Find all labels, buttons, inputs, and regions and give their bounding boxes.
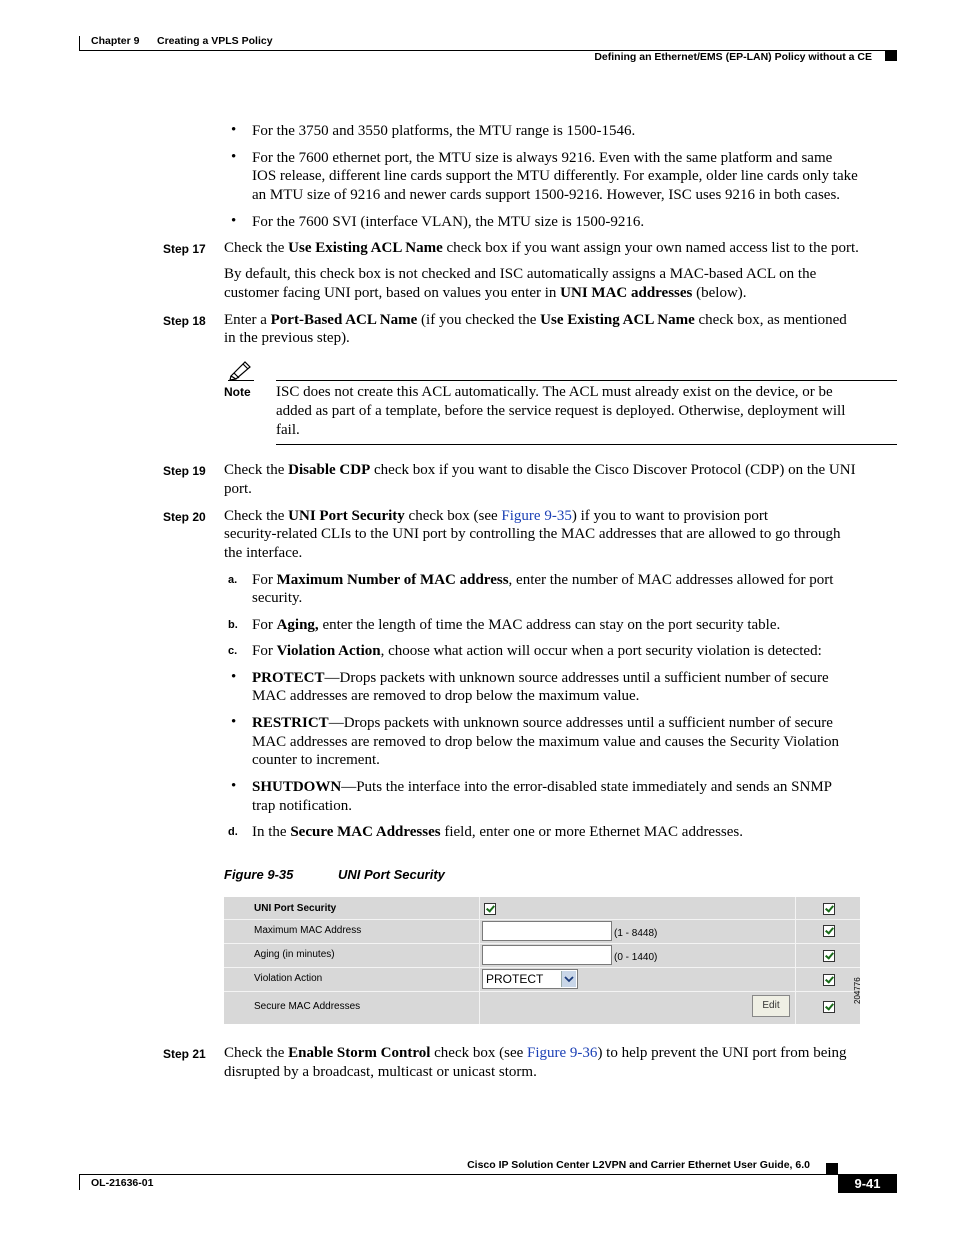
- ui-term: Violation Action: [276, 643, 381, 659]
- text-run: For: [252, 643, 277, 659]
- label-violation-action: Violation Action: [254, 973, 323, 984]
- restrict-line1: [252, 714, 833, 733]
- bullet-dot: •: [231, 213, 237, 229]
- secure-mac-editable-checkbox[interactable]: [823, 1001, 835, 1013]
- violation-action-editable-checkbox[interactable]: [823, 974, 835, 986]
- bullet-dot: •: [231, 669, 237, 685]
- substep-b-label: b.: [228, 619, 238, 631]
- step-19-line1: [224, 461, 856, 480]
- substep-c-label: c.: [228, 645, 238, 657]
- cell-value: [479, 943, 796, 967]
- text-run: For: [252, 572, 277, 588]
- step-17-para2-line2: [224, 284, 747, 303]
- text-run: —Puts the interface into the error-disabled state immediately and sends an SNMP: [341, 779, 833, 795]
- label-aging: Aging (in minutes): [254, 949, 335, 960]
- ui-term: Use Existing ACL Name: [540, 312, 695, 328]
- substep-d-line1: [252, 823, 743, 842]
- figure-9-35-link[interactable]: Figure 9-35: [501, 508, 572, 524]
- ui-term: UNI MAC addresses: [560, 285, 693, 301]
- text-run: —Drops packets with unknown source addresses until a sufficient number of secure: [328, 715, 833, 731]
- ui-term: Port-Based ACL Name: [270, 312, 418, 328]
- text-run: Check the: [224, 240, 289, 256]
- note-line2: added as part of a template, before the service request is deployed. Otherwise, deployment will: [276, 403, 846, 419]
- bullet-dot: •: [231, 122, 237, 138]
- step-18-label: Step 18: [163, 314, 206, 328]
- step-20-line3: the interface.: [224, 545, 303, 561]
- note-top-rule: [276, 380, 897, 381]
- footer-rule: [79, 1174, 897, 1175]
- text-run: check box if you want assign your own named access list to the port.: [442, 240, 859, 256]
- header-section-title: Defining an Ethernet/EMS (EP-LAN) Policy without a CE: [594, 51, 872, 63]
- ui-term: Use Existing ACL Name: [288, 240, 443, 256]
- step-17-text: [224, 239, 859, 258]
- step-21-line2: disrupted by a broadcast, multicast or unicast storm.: [224, 1064, 537, 1080]
- step-20-line1: [224, 507, 768, 526]
- figure-caption: UNI Port Security: [338, 867, 445, 882]
- uni-port-security-checkbox[interactable]: [484, 903, 496, 915]
- substep-a-line1: [252, 571, 833, 590]
- text-run: check box, as mentioned: [694, 312, 847, 328]
- maximum-mac-range: (1 - 8448): [614, 928, 658, 939]
- text-run: check box (see: [404, 508, 502, 524]
- pencil-icon: [228, 359, 254, 386]
- text-run: customer facing UNI port, based on values you enter in: [224, 285, 561, 301]
- bullet-mtu-7600-line3: an MTU size of 9216 and newer cards support 1500-9216. However, ISC uses 9216 in both cases.: [252, 187, 841, 203]
- shutdown-line1: [252, 778, 832, 797]
- ui-term: Disable CDP: [288, 462, 371, 478]
- ui-term: Maximum Number of MAC address: [276, 572, 509, 588]
- header-black-block: [885, 51, 897, 61]
- text-run: , enter the number of MAC addresses allowed for port: [508, 572, 834, 588]
- footer-doc-number: OL-21636-01: [91, 1177, 154, 1189]
- row-secure-mac-addresses: [224, 991, 860, 1024]
- text-run: check box (see: [430, 1045, 528, 1061]
- uni-port-security-editable-checkbox[interactable]: [823, 903, 835, 915]
- text-run: , choose what action will occur when a port security violation is detected:: [380, 643, 822, 659]
- protect-line2: MAC addresses are removed to drop below the maximum value.: [252, 688, 640, 704]
- footer-left-rule: [79, 1174, 80, 1190]
- bullet-mtu-7600-line2: IOS release, different line cards support the MTU differently. For example, older line cards only take: [252, 168, 858, 184]
- note-bottom-rule: [276, 444, 897, 445]
- step-20-line2: security-related CLIs to the UNI port by controlling the MAC addresses that are allowed to go through: [224, 526, 841, 542]
- footer-guide-title: Cisco IP Solution Center L2VPN and Carrier Ethernet User Guide, 6.0: [467, 1159, 810, 1171]
- step-21-line1: [224, 1044, 847, 1063]
- aging-range: (0 - 1440): [614, 952, 658, 963]
- substep-a-label: a.: [228, 574, 238, 586]
- restrict-line2: MAC addresses are removed to drop below the maximum value and causes the Security Violation: [252, 734, 840, 750]
- cell-editable: [795, 967, 861, 991]
- text-run: Enter a: [224, 312, 271, 328]
- text-run: ) if you to want to provision port: [571, 508, 769, 524]
- ui-term: UNI Port Security: [288, 508, 405, 524]
- note-line1: ISC does not create this ACL automatically. The ACL must already exist on the device, or be: [276, 384, 833, 400]
- cell-editable: [795, 919, 861, 943]
- substep-a-line2: security.: [252, 590, 303, 606]
- step-18-line2: in the previous step).: [224, 330, 350, 346]
- chevron-down-icon[interactable]: [561, 971, 576, 987]
- header-chapter: Chapter 9: [91, 35, 140, 47]
- restrict-line3: counter to increment.: [252, 752, 380, 768]
- ui-term: Aging,: [276, 617, 319, 633]
- header-chapter-title: Creating a VPLS Policy: [157, 35, 273, 47]
- bullet-dot: •: [231, 778, 237, 794]
- substep-b-line1: [252, 616, 780, 635]
- label-secure-mac-addresses: Secure MAC Addresses: [254, 1001, 361, 1012]
- text-run: ) to help prevent the UNI port from being: [597, 1045, 847, 1061]
- cell-value: [479, 967, 796, 991]
- text-run: Check the: [224, 508, 289, 524]
- maximum-mac-address-input[interactable]: [482, 921, 612, 941]
- step-17-label: Step 17: [163, 242, 206, 256]
- bullet-dot: •: [231, 149, 237, 165]
- row-maximum-mac-address: [224, 919, 860, 944]
- substep-d-label: d.: [228, 826, 238, 838]
- cell-value: [479, 897, 796, 919]
- cell-editable: [795, 897, 861, 919]
- row-aging: [224, 943, 860, 968]
- text-run: Check the: [224, 1045, 289, 1061]
- bullet-mtu-7600-line1: For the 7600 ethernet port, the MTU size is always 9216. Even with the same platform and same: [252, 150, 833, 166]
- maximum-mac-editable-checkbox[interactable]: [823, 925, 835, 937]
- footer-page-tab: [826, 1163, 838, 1174]
- ui-term: Enable Storm Control: [288, 1045, 431, 1061]
- step-19-line2: port.: [224, 481, 252, 497]
- step-21-label: Step 21: [163, 1047, 206, 1061]
- aging-editable-checkbox[interactable]: [823, 950, 835, 962]
- cell-value: [479, 991, 796, 1024]
- substep-c-line1: [252, 642, 822, 661]
- figure-number: Figure 9-35: [224, 867, 294, 882]
- protect-line1: [252, 669, 829, 688]
- text-run: Check the: [224, 462, 289, 478]
- text-run: —Drops packets with unknown source addresses until a sufficient number of secure: [324, 670, 829, 686]
- ui-term: Secure MAC Addresses: [290, 824, 441, 840]
- text-run: For: [252, 617, 277, 633]
- cell-editable: [795, 991, 861, 1024]
- text-run: enter the length of time the MAC address can stay on the port security table.: [318, 617, 781, 633]
- text-run: (if you checked the: [417, 312, 541, 328]
- figure-9-36-link[interactable]: Figure 9-36: [527, 1045, 598, 1061]
- ui-term: SHUTDOWN: [252, 779, 342, 795]
- text-run: field, enter one or more Ethernet MAC addresses.: [440, 824, 744, 840]
- shutdown-line2: trap notification.: [252, 798, 352, 814]
- text-run: (below).: [692, 285, 747, 301]
- violation-action-select[interactable]: [482, 969, 578, 989]
- text-run: check box if you want to disable the Cisco Discover Protocol (CDP) on the UNI: [370, 462, 856, 478]
- ui-term: RESTRICT: [252, 715, 329, 731]
- step-20-label: Step 20: [163, 510, 206, 524]
- bullet-mtu-3750: For the 3750 and 3550 platforms, the MTU range is 1500-1546.: [252, 123, 636, 139]
- figure-side-id: 204776: [853, 977, 862, 1004]
- uni-port-security-panel: [224, 897, 860, 1024]
- row-uni-port-security: [224, 897, 860, 920]
- cell-value: [479, 919, 796, 943]
- note-label: Note: [224, 385, 251, 399]
- cell-editable: [795, 943, 861, 967]
- edit-button[interactable]: Edit: [752, 995, 790, 1017]
- step-19-label: Step 19: [163, 464, 206, 478]
- violation-action-value: PROTECT: [486, 972, 544, 986]
- text-run: In the: [252, 824, 291, 840]
- note-line3: fail.: [276, 422, 300, 438]
- header-left-rule: [79, 36, 80, 50]
- bullet-mtu-svi: For the 7600 SVI (interface VLAN), the MTU size is 1500-9216.: [252, 214, 645, 230]
- ui-term: PROTECT: [252, 670, 325, 686]
- step-18-line1: [224, 311, 847, 330]
- step-17-para2-line1: By default, this check box is not checked and ISC automatically assigns a MAC-based ACL on the: [224, 266, 817, 282]
- label-maximum-mac-address: Maximum MAC Address: [254, 925, 362, 936]
- row-violation-action: [224, 967, 860, 992]
- label-uni-port-security: UNI Port Security: [254, 903, 337, 914]
- aging-input[interactable]: [482, 945, 612, 965]
- bullet-dot: •: [231, 714, 237, 730]
- footer-page-number: 9-41: [838, 1175, 897, 1193]
